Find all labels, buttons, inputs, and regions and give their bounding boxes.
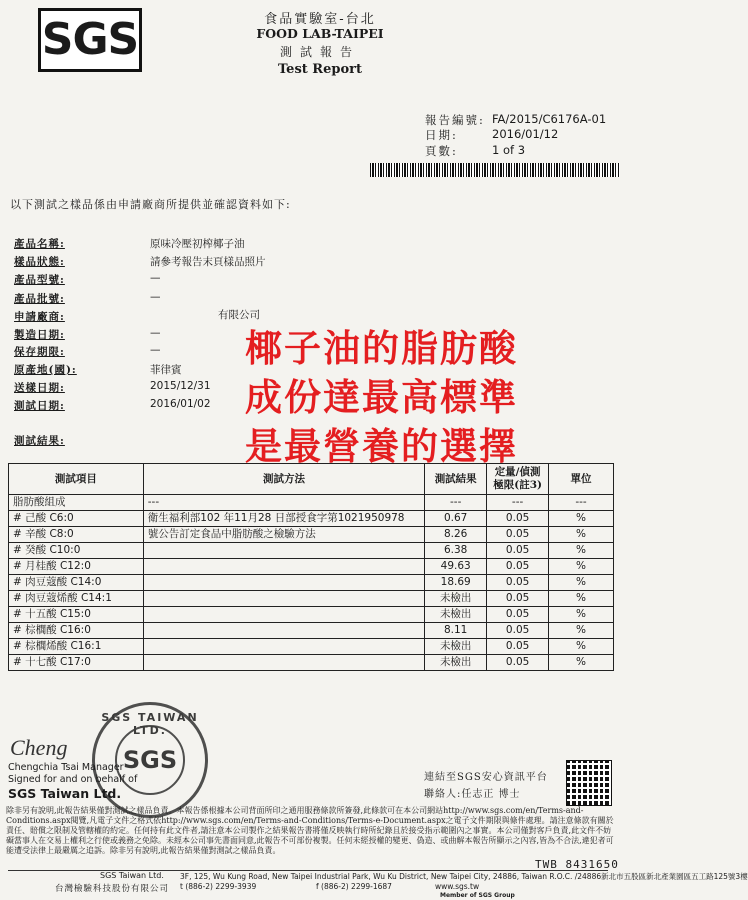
- sample-label: 送樣日期:: [14, 382, 65, 394]
- col-header: 測試方法: [143, 464, 424, 495]
- cell-method: [143, 575, 424, 591]
- cell-item: 脂肪酸組成: [9, 495, 144, 511]
- cell-method: [143, 591, 424, 607]
- cell-item: # 十五酸 C15:0: [9, 607, 144, 623]
- report-no-value: FA/2015/C6176A-01: [492, 112, 607, 126]
- cell-item: # 己酸 C6:0: [9, 511, 144, 527]
- cell-item: # 棕櫚烯酸 C16:1: [9, 639, 144, 655]
- cell-item: # 肉豆蔻烯酸 C14:1: [9, 591, 144, 607]
- cell-method: [143, 559, 424, 575]
- seal-center-text: SGS: [115, 725, 185, 795]
- cell-unit: %: [549, 527, 614, 543]
- cell-unit: %: [549, 655, 614, 671]
- cell-item: # 癸酸 C10:0: [9, 543, 144, 559]
- cell-unit: %: [549, 591, 614, 607]
- qr-code: [566, 760, 612, 806]
- overlay-line: 是最營養的選擇: [245, 424, 518, 468]
- cell-item: # 棕櫚酸 C16:0: [9, 623, 144, 639]
- sample-value: —: [150, 344, 161, 356]
- report-title-cn: 測試報告: [279, 45, 360, 59]
- cell-limit: 0.05: [487, 639, 549, 655]
- cell-unit: %: [549, 607, 614, 623]
- seal-ring-text: SGS TAIWAN LTD.: [101, 711, 199, 737]
- table-row: [9, 655, 614, 671]
- sample-value: —: [150, 327, 161, 339]
- cell-item: # 辛酸 C8:0: [9, 527, 144, 543]
- signature-script: Cheng: [10, 735, 68, 760]
- cell-result: 未檢出: [425, 655, 487, 671]
- footer-company-cn: 台灣檢驗科技股份有限公司: [55, 884, 170, 894]
- connect-text: 連結至SGS安心資訊平台: [424, 772, 548, 783]
- signer-name: Chengchia Tsai Manager: [8, 762, 124, 773]
- col-header: 定量/偵測極限(註3): [487, 464, 549, 495]
- sample-label: 製造日期:: [14, 329, 65, 341]
- table-row: [9, 575, 614, 591]
- barcode: [370, 163, 620, 177]
- results-table: [8, 463, 614, 671]
- table-row: [9, 543, 614, 559]
- cell-method: ---: [143, 495, 424, 511]
- cell-unit: ---: [549, 495, 614, 511]
- cell-result: 未檢出: [425, 607, 487, 623]
- sample-value: 原味冷壓初榨椰子油: [150, 238, 245, 250]
- table-row: [9, 591, 614, 607]
- cell-result: 18.69: [425, 575, 487, 591]
- table-row: [9, 495, 614, 511]
- cell-limit: 0.05: [487, 655, 549, 671]
- cell-unit: %: [549, 559, 614, 575]
- cell-method: [143, 639, 424, 655]
- footer-address: 3F, 125, Wu Kung Road, New Taipei Industrial Park, Wu Ku District, New Taipei City, 24886, Taiwan R.O.C. /24886新北市五股區新北產業園區五工路125號3樓: [180, 872, 748, 881]
- cell-limit: 0.05: [487, 591, 549, 607]
- cell-limit: 0.05: [487, 527, 549, 543]
- table-row: [9, 639, 614, 655]
- cell-method: [143, 607, 424, 623]
- cell-limit: 0.05: [487, 607, 549, 623]
- cell-result: ---: [425, 495, 487, 511]
- report-no-label: 報告編號:: [425, 113, 485, 127]
- cell-result: 未檢出: [425, 639, 487, 655]
- sample-value: —: [150, 291, 161, 303]
- sample-value: 菲律賓: [150, 364, 182, 376]
- report-page-value: 1 of 3: [492, 143, 526, 157]
- contact-person: 聯絡人:任志正 博士: [424, 789, 521, 800]
- sample-label: 產品名稱:: [14, 238, 65, 250]
- report-title-en: Test Report: [278, 62, 362, 77]
- sample-value: 有限公司: [218, 309, 260, 321]
- cell-unit: %: [549, 575, 614, 591]
- footer-tel: t (886-2) 2299-3939: [180, 882, 257, 891]
- company-name: SGS Taiwan Ltd.: [8, 786, 122, 801]
- cell-result: 0.67: [425, 511, 487, 527]
- sample-label: 申請廠商:: [14, 311, 65, 323]
- cell-unit: %: [549, 639, 614, 655]
- cell-limit: 0.05: [487, 511, 549, 527]
- cell-limit: 0.05: [487, 575, 549, 591]
- col-header: 測試結果: [425, 464, 487, 495]
- sample-value: 請參考報告末頁樣品照片: [150, 256, 266, 268]
- cell-result: 49.63: [425, 559, 487, 575]
- sample-label: 保存期限:: [14, 346, 65, 358]
- cell-result: 未檢出: [425, 591, 487, 607]
- table-row: [9, 607, 614, 623]
- table-row: [9, 623, 614, 639]
- sample-label: 產品批號:: [14, 293, 65, 305]
- lab-name-cn: 食品實驗室-台北: [264, 12, 376, 27]
- disclaimer: 除非另有說明,此報告結果僅對測試之樣品負責。本報告係根據本公司背面所印之通用服務條款所簽發,此條款可在本公司網站http://www.sgs.com/en/Terms-and-Conditions.aspx閱覽,凡電子文件之格式依http://www.sgs.com/en/Terms-and-Conditions/Terms-e-Document.aspx之電子文件期限與條件處理。請注意條款有關於責任、賠償之限制及管轄權的約定。任何持有此文件者,請注意本公司製作之結果報告書將僅反映執行時所紀錄且於接受指示範圍內之事實。本公司僅對客戶負責,此文件不妨礙當事人在交易上權利之行使或義務之免除。未經本公司事先書面同意,此報告不可部份複製。任何未經授權的變更、偽造、或曲解本報告所顯示之內容,皆為不合法,違犯者可能遭受法律上最嚴厲之追訴。除非另有說明,此報告結果僅對測試之樣品負責。: [6, 806, 614, 855]
- footer-member: Member of SGS Group: [440, 892, 515, 899]
- cell-limit: ---: [487, 495, 549, 511]
- cell-unit: %: [549, 623, 614, 639]
- col-header: 測試項目: [9, 464, 144, 495]
- cell-item: # 十七酸 C17:0: [9, 655, 144, 671]
- report-page-label: 頁數:: [425, 144, 458, 158]
- sgs-logo: SGS: [38, 8, 142, 72]
- overlay-line: 成份達最高標準: [245, 375, 518, 419]
- col-header: 單位: [549, 464, 614, 495]
- cell-item: # 肉豆蔻酸 C14:0: [9, 575, 144, 591]
- table-row: [9, 511, 614, 527]
- footer-fax: f (886-2) 2299-1687: [316, 882, 392, 891]
- cell-method: [143, 543, 424, 559]
- sample-label: 測試日期:: [14, 400, 65, 412]
- cell-limit: 0.05: [487, 559, 549, 575]
- cell-result: 6.38: [425, 543, 487, 559]
- sample-value: —: [150, 272, 161, 284]
- sample-value: 2016/01/02: [150, 398, 211, 410]
- signed-for: Signed for and on behalf of: [8, 774, 138, 785]
- cell-method: [143, 623, 424, 639]
- cell-result: 8.11: [425, 623, 487, 639]
- cell-method: 衛生福利部102 年11月28 日部授食字第1021950978: [143, 511, 424, 527]
- table-row: [9, 527, 614, 543]
- cell-limit: 0.05: [487, 543, 549, 559]
- footer-company-en: SGS Taiwan Ltd.: [100, 871, 164, 880]
- cell-unit: %: [549, 511, 614, 527]
- results-label: 測試結果:: [14, 435, 65, 447]
- cell-method: [143, 655, 424, 671]
- overlay-line: 椰子油的脂肪酸: [245, 326, 518, 370]
- sample-value: 2015/12/31: [150, 380, 211, 392]
- report-date-label: 日期:: [425, 128, 458, 142]
- cell-limit: 0.05: [487, 623, 549, 639]
- cell-unit: %: [549, 543, 614, 559]
- sample-label: 原產地(國):: [14, 364, 77, 376]
- serial-number: TWB 8431650: [535, 858, 619, 871]
- sample-label: 樣品狀態:: [14, 256, 65, 268]
- cell-item: # 月桂酸 C12:0: [9, 559, 144, 575]
- footer-website[interactable]: www.sgs.tw: [435, 882, 480, 891]
- sample-label: 產品型號:: [14, 274, 65, 286]
- table-row: [9, 559, 614, 575]
- intro-text: 以下測試之樣品係由申請廠商所提供並確認資料如下:: [10, 198, 291, 211]
- lab-name-en: FOOD LAB-TAIPEI: [256, 26, 384, 41]
- report-date-value: 2016/01/12: [492, 127, 559, 141]
- cell-method: 號公告訂定食品中脂肪酸之檢驗方法: [143, 527, 424, 543]
- cell-result: 8.26: [425, 527, 487, 543]
